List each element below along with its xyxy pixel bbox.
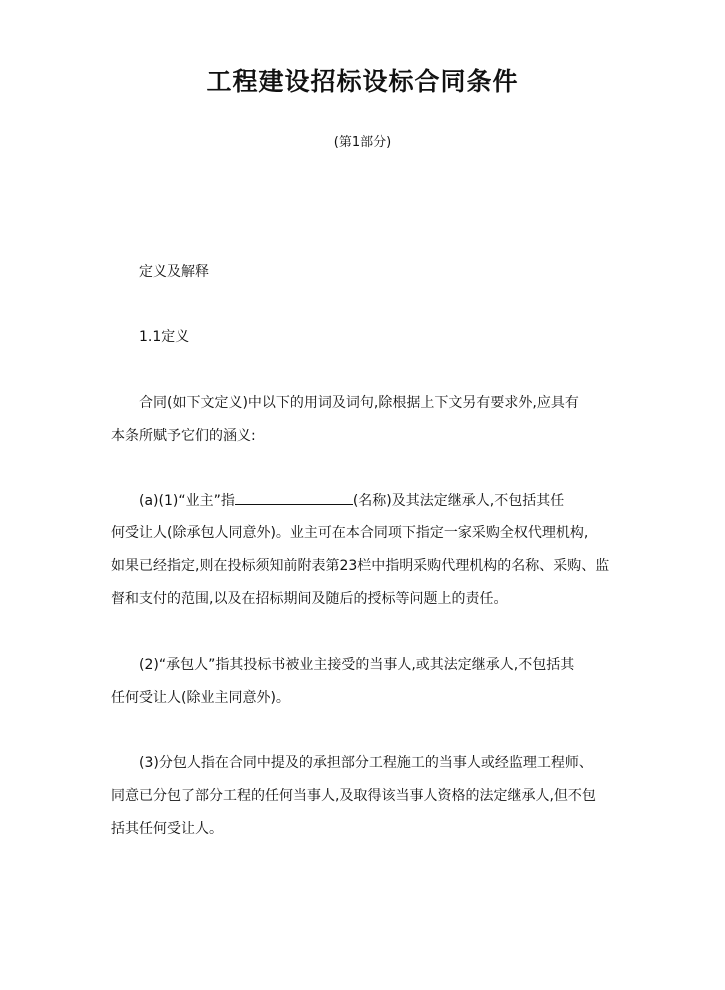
item-a-suffix: (名称)及其法定继承人,不包括其任 [352,493,565,509]
name-blank [235,490,353,505]
item-a-line-3: 如果已经指定,则在投标须知前附表第23栏中指明采购代理机构的名称、采购、监 [111,558,610,574]
item-2-line-2: 任何受让人(除业主同意外)。 [111,690,290,706]
intro-line-1: 合同(如下文定义)中以下的用词及词句,除根据上下文另有要求外,应具有 [139,395,579,411]
intro-line-2: 本条所赋予它们的涵义: [111,428,256,444]
document-title: 工程建设招标设标合同条件 [206,67,519,96]
item-3-line-1: (3)分包人指在合同中提及的承担部分工程施工的当事人或经监理工程师、 [139,755,593,771]
section-heading: 定义及解释 [139,264,209,280]
document-subtitle: (第1部分) [333,135,392,150]
item-3-line-2: 同意已分包了部分工程的任何当事人,及取得该当事人资格的法定继承人,但不包 [111,788,596,804]
item-a-line-2: 何受让人(除承包人同意外)。业主可在本合同项下指定一家采购全权代理机构, [111,525,589,541]
subsection-heading: 1.1定义 [139,329,190,345]
item-2-line-1: (2)“承包人”指其投标书被业主接受的当事人,或其法定继承人,不包括其 [139,657,575,673]
item-a-line-1 [139,490,564,511]
item-a-line-4: 督和支付的范围,以及在招标期间及随后的授标等问题上的责任。 [111,591,508,607]
item-a-prefix: (a)(1)“业主”指 [139,493,235,509]
item-3-line-3: 括其任何受让人。 [111,821,223,837]
